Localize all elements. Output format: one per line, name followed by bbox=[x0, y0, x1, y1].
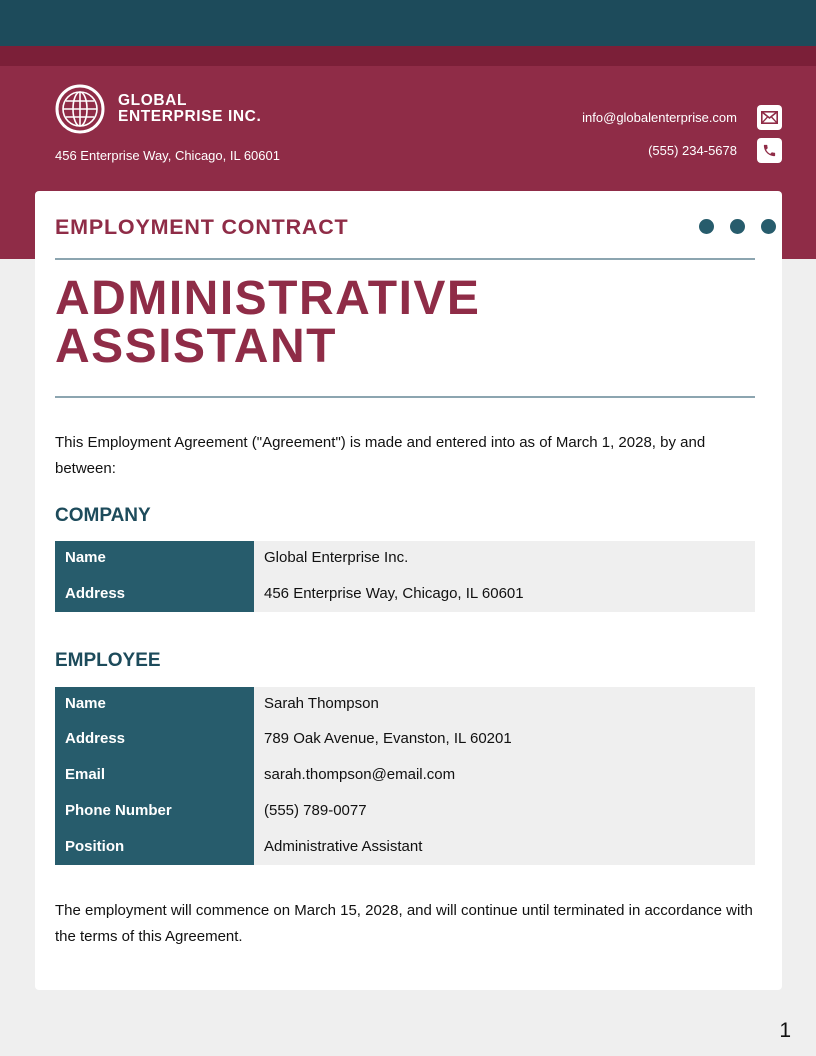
job-title bbox=[55, 272, 481, 373]
contact-phone[interactable]: (555) 234-5678 bbox=[648, 143, 737, 158]
table-row bbox=[55, 720, 755, 756]
row-label: Address bbox=[55, 720, 254, 756]
company-logo bbox=[55, 84, 261, 134]
row-value: 789 Oak Avenue, Evanston, IL 60201 bbox=[254, 720, 755, 756]
row-value: Sarah Thompson bbox=[254, 687, 755, 720]
contact-phone-row bbox=[648, 138, 782, 163]
row-label: Position bbox=[55, 828, 254, 865]
row-value: sarah.thompson@email.com bbox=[254, 756, 755, 792]
document-type: EMPLOYMENT CONTRACT bbox=[55, 215, 349, 239]
closing-paragraph: The employment will commence on March 15, 2028, and will continue until terminated in accordance with the terms of this Agreement. bbox=[55, 902, 753, 945]
row-value: (555) 789-0077 bbox=[254, 792, 755, 828]
dot-icon bbox=[761, 219, 776, 234]
company-address: 456 Enterprise Way, Chicago, IL 60601 bbox=[55, 148, 280, 163]
job-title-line-1: ADMINISTRATIVE bbox=[55, 272, 481, 325]
intro-paragraph: This Employment Agreement ("Agreement") is made and entered into as of March 1, 2028, by and between: bbox=[55, 434, 706, 477]
table-row bbox=[55, 792, 755, 828]
phone-icon bbox=[757, 138, 782, 163]
header-stripe bbox=[0, 46, 816, 66]
company-table bbox=[55, 541, 755, 612]
divider bbox=[55, 396, 755, 398]
row-value: Administrative Assistant bbox=[254, 828, 755, 865]
envelope-icon bbox=[757, 105, 782, 130]
row-label: Phone Number bbox=[55, 792, 254, 828]
table-row bbox=[55, 574, 755, 612]
row-label: Name bbox=[55, 687, 254, 720]
table-row bbox=[55, 756, 755, 792]
row-value: Global Enterprise Inc. bbox=[254, 541, 755, 574]
contact-email[interactable]: info@globalenterprise.com bbox=[582, 110, 737, 125]
contact-email-row bbox=[582, 105, 782, 130]
job-title-line-2: ASSISTANT bbox=[55, 320, 337, 373]
dot-icon bbox=[699, 219, 714, 234]
employee-heading: EMPLOYEE bbox=[55, 650, 161, 671]
company-name-line-2: ENTERPRISE INC. bbox=[118, 108, 262, 125]
row-label: Email bbox=[55, 756, 254, 792]
decorative-dots bbox=[683, 219, 776, 234]
top-band bbox=[0, 0, 816, 46]
table-row bbox=[55, 687, 755, 720]
row-value: 456 Enterprise Way, Chicago, IL 60601 bbox=[254, 574, 755, 612]
company-heading: COMPANY bbox=[55, 505, 151, 526]
table-row bbox=[55, 541, 755, 574]
row-label: Address bbox=[55, 574, 254, 612]
contract-card bbox=[35, 191, 782, 990]
table-row bbox=[55, 828, 755, 865]
company-name bbox=[118, 93, 261, 125]
page-number: 1 bbox=[779, 1019, 791, 1042]
globe-icon bbox=[55, 84, 105, 134]
company-name-line-1: GLOBAL bbox=[118, 92, 188, 109]
employee-table bbox=[55, 687, 755, 865]
divider bbox=[55, 258, 755, 260]
dot-icon bbox=[730, 219, 745, 234]
row-label: Name bbox=[55, 541, 254, 574]
